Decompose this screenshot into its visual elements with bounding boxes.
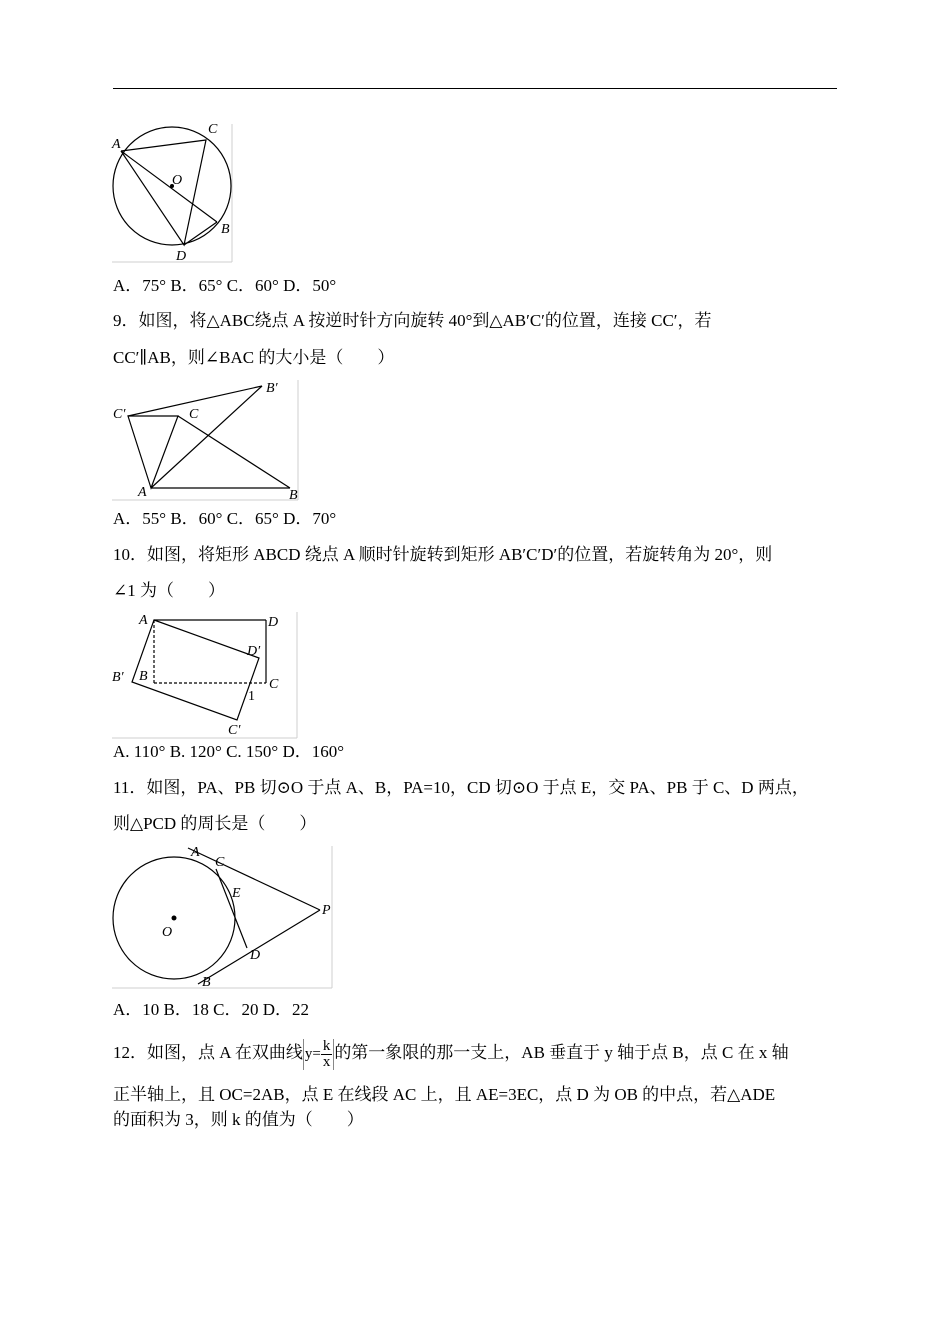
q12-line1-pre: 12．如图，点 A 在双曲线 xyxy=(113,1043,303,1062)
q11-label-C: C xyxy=(215,855,225,870)
q11-line2: 则△PCD 的周长是（ ） xyxy=(113,814,317,833)
header-rule xyxy=(113,88,837,89)
q9-label-C: C xyxy=(189,407,199,422)
q10-label-1: 1 xyxy=(248,689,255,704)
q11-label-B: B xyxy=(202,975,211,990)
q11-label-P: P xyxy=(322,903,331,918)
q9-figure xyxy=(110,378,302,503)
q10-label-B1: B′ xyxy=(112,670,124,685)
q8-label-A: A xyxy=(112,137,121,152)
q9-options: A．55° B．60° C．65° D．70° xyxy=(113,509,337,528)
q9-line1: 9．如图，将△ABC绕点 A 按逆时针方向旋转 40°到△AB′C′的位置，连接 CC′，若 xyxy=(113,311,712,330)
q10-label-C1: C′ xyxy=(228,723,241,738)
q8-label-C: C xyxy=(208,122,218,137)
q8-figure xyxy=(110,118,235,265)
q10-line1: 10．如图，将矩形 ABCD 绕点 A 顺时针旋转到矩形 AB′C′D′的位置，若旋转角为 20°，则 xyxy=(113,545,773,564)
q11-label-O: O xyxy=(162,925,173,940)
q12-formula-lhs: y= xyxy=(304,1045,321,1062)
q9-label-B1: B′ xyxy=(266,381,278,396)
q11-label-E: E xyxy=(232,886,241,901)
q12-formula-den: x xyxy=(322,1053,331,1070)
q12-line2: 正半轴上，且 OC=2AB，点 E 在线段 AC 上，且 AE=3EC，点 D 为 OB 的中点，若△ADE xyxy=(113,1085,776,1104)
q8-label-D: D xyxy=(176,249,187,264)
q9-label-C1: C′ xyxy=(113,407,126,422)
q12-line1-post: 的第一象限的那一支上，AB 垂直于 y 轴于点 B，点 C 在 x 轴 xyxy=(334,1043,789,1062)
q11-figure xyxy=(110,842,335,992)
q10-label-B: B xyxy=(139,669,148,684)
q10-options: A. 110° B. 120° C. 150° D．160° xyxy=(113,742,345,761)
q10-label-D1: D′ xyxy=(247,644,261,659)
q10-label-A: A xyxy=(139,613,148,628)
q8-options: A．75° B．65° C．60° D．50° xyxy=(113,276,337,295)
q11-line1: 11．如图，PA、PB 切⊙O 于点 A、B，PA=10，CD 切⊙O 于点 E，交 PA、PB 于 C、D 两点， xyxy=(113,778,809,797)
q12-formula xyxy=(303,1039,334,1070)
q9-label-B: B xyxy=(289,488,298,503)
q10-label-C: C xyxy=(269,677,279,692)
q8-label-B: B xyxy=(221,222,230,237)
q12-line1 xyxy=(113,1033,789,1073)
q12-line3: 的面积为 3，则 k 的值为（ ） xyxy=(113,1110,364,1129)
q12-formula-num: k xyxy=(322,1037,331,1054)
q10-label-D: D xyxy=(268,615,279,630)
q11-options: A．10 B．18 C．20 D．22 xyxy=(113,1000,309,1019)
q11-label-D: D xyxy=(250,948,261,963)
q11-label-A: A xyxy=(191,845,200,860)
q9-line2: CC′∥AB，则∠BAC 的大小是（ ） xyxy=(113,348,395,367)
q9-label-A: A xyxy=(138,485,147,500)
q10-figure xyxy=(110,610,300,740)
q8-label-O: O xyxy=(172,173,183,188)
q10-line2: ∠1 为（ ） xyxy=(113,581,225,600)
